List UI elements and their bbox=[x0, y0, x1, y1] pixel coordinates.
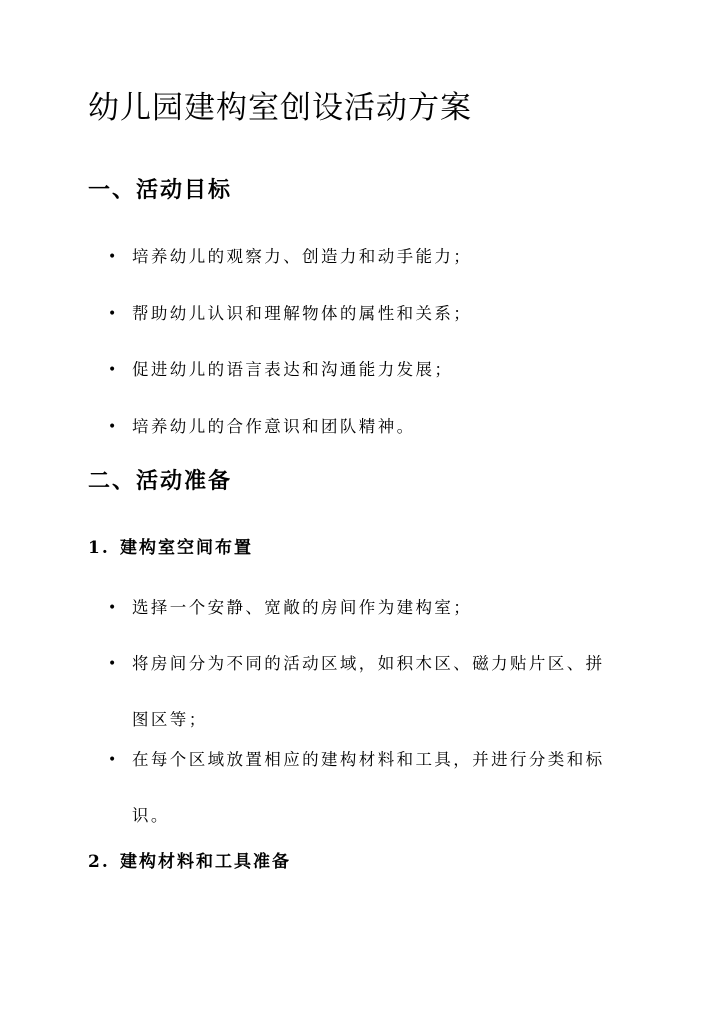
subsection-heading-space bbox=[88, 536, 253, 560]
subsection-number: 2. bbox=[88, 852, 110, 872]
list-item-text: 在每个区域放置相应的建构材料和工具，并进行分类和标识。 bbox=[132, 750, 605, 825]
list-item-text: 帮助幼儿认识和理解物体的属性和关系； bbox=[132, 304, 473, 323]
list-item bbox=[108, 399, 620, 455]
subsection-title: 建构材料和工具准备 bbox=[120, 852, 291, 872]
bullet-icon: • bbox=[108, 656, 119, 672]
subsection-title: 建构室空间布置 bbox=[120, 538, 253, 558]
list-item bbox=[108, 732, 620, 844]
list-item-text: 将房间分为不同的活动区域，如积木区、磁力贴片区、拼图区等； bbox=[132, 654, 605, 729]
list-item bbox=[108, 342, 620, 398]
section-heading-preparation: 二、活动准备 bbox=[88, 468, 233, 494]
list-item-text: 促进幼儿的语言表达和沟通能力发展； bbox=[132, 360, 454, 379]
bullet-icon: • bbox=[108, 306, 119, 322]
list-item bbox=[108, 229, 620, 285]
list-item bbox=[108, 580, 620, 636]
bullet-icon: • bbox=[108, 600, 119, 616]
bullet-icon: • bbox=[108, 419, 119, 435]
document-title: 幼儿园建构室创设活动方案 bbox=[88, 90, 472, 126]
list-item-text: 培养幼儿的合作意识和团队精神。 bbox=[132, 417, 416, 436]
list-item-text: 选择一个安静、宽敞的房间作为建构室； bbox=[132, 598, 473, 617]
subsection-heading-materials bbox=[88, 850, 291, 874]
list-item bbox=[108, 286, 620, 342]
bullet-icon: • bbox=[108, 752, 119, 768]
bullet-icon: • bbox=[108, 362, 119, 378]
list-item-text: 培养幼儿的观察力、创造力和动手能力； bbox=[132, 247, 473, 266]
bullet-icon: • bbox=[108, 249, 119, 265]
subsection-number: 1. bbox=[88, 538, 110, 558]
section-heading-goals: 一、活动目标 bbox=[88, 177, 233, 203]
